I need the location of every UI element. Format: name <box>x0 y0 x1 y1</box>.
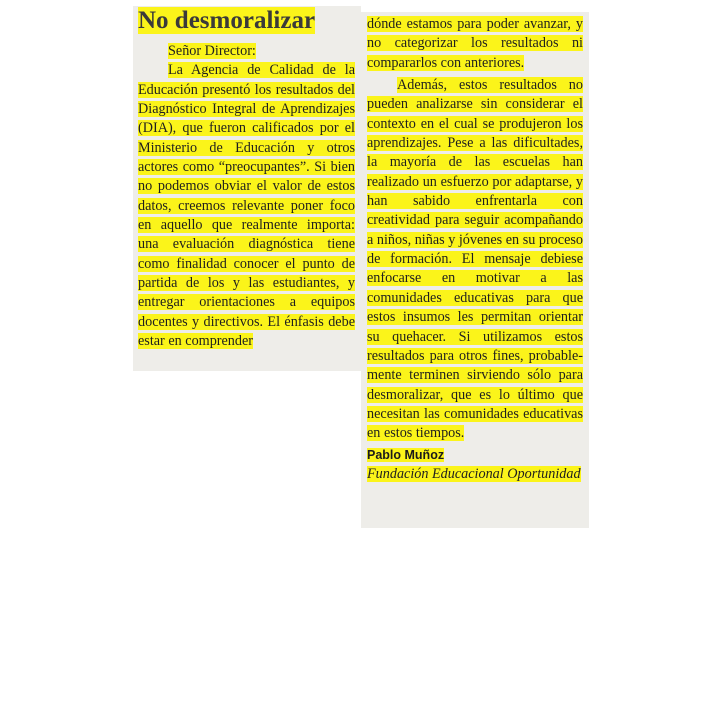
paragraph-1-end <box>367 15 583 73</box>
paragraph-2 <box>367 76 583 444</box>
clipping-left-column <box>133 6 361 371</box>
headline-text: No desmoralizar <box>138 7 316 34</box>
paragraph-1-end-text: dónde estamos para poder avanzar, y no categorizar los resultados ni compararlos con anteriores. <box>367 16 583 71</box>
author-organization <box>367 465 583 484</box>
clipping-right-column <box>361 12 589 528</box>
letter-body-left <box>138 42 355 352</box>
paragraph-1-start <box>138 61 355 351</box>
letter-body-right <box>367 15 583 444</box>
author-organization-text: Fundación Educacional Oportunidad <box>367 465 581 482</box>
paragraph-2-text: Además, estos resultados no pueden analizarse sin considerar el contexto en el cual se produjeron los aprendizajes. Pese a las dificultades, la mayoría de las escuelas han realizado un esfuerzo por adaptarse, y han sabido enfrentarla con creatividad para seguir acompañando a niños, niñas y jóvenes en su proceso de formación. El mensaje debiese enfocarse en motivar a las comunidades educativas para que estos insumos les permitan orientar su quehacer. Si utilizamos estos resultados para otros fines, probablemente terminen sirviendo sólo para desmoralizar, que es lo último que necesitan las comunidades educativas en estos tiempos. <box>367 77 583 442</box>
author-name <box>367 446 583 465</box>
salutation <box>138 42 355 61</box>
paragraph-1-start-text: La Agencia de Calidad de la Educación presentó los resultados del Diagnóstico Integral de Aprendizajes (DIA), que fueron calificados por el Ministerio de Educación y otros actores como “preocupantes”. Si bien no podemos obviar el valor de estos datos, creemos relevante poner foco en aquello que realmente importa: una evaluación diagnóstica tiene como finalidad conocer el punto de partida de los y las estudiantes, y entregar orientaciones a equipos docentes y directivos. El énfasis debe estar en comprender <box>138 62 355 350</box>
headline <box>138 6 355 36</box>
author-name-text: Pablo Muñoz <box>367 447 445 462</box>
salutation-text: Señor Director: <box>168 43 256 59</box>
